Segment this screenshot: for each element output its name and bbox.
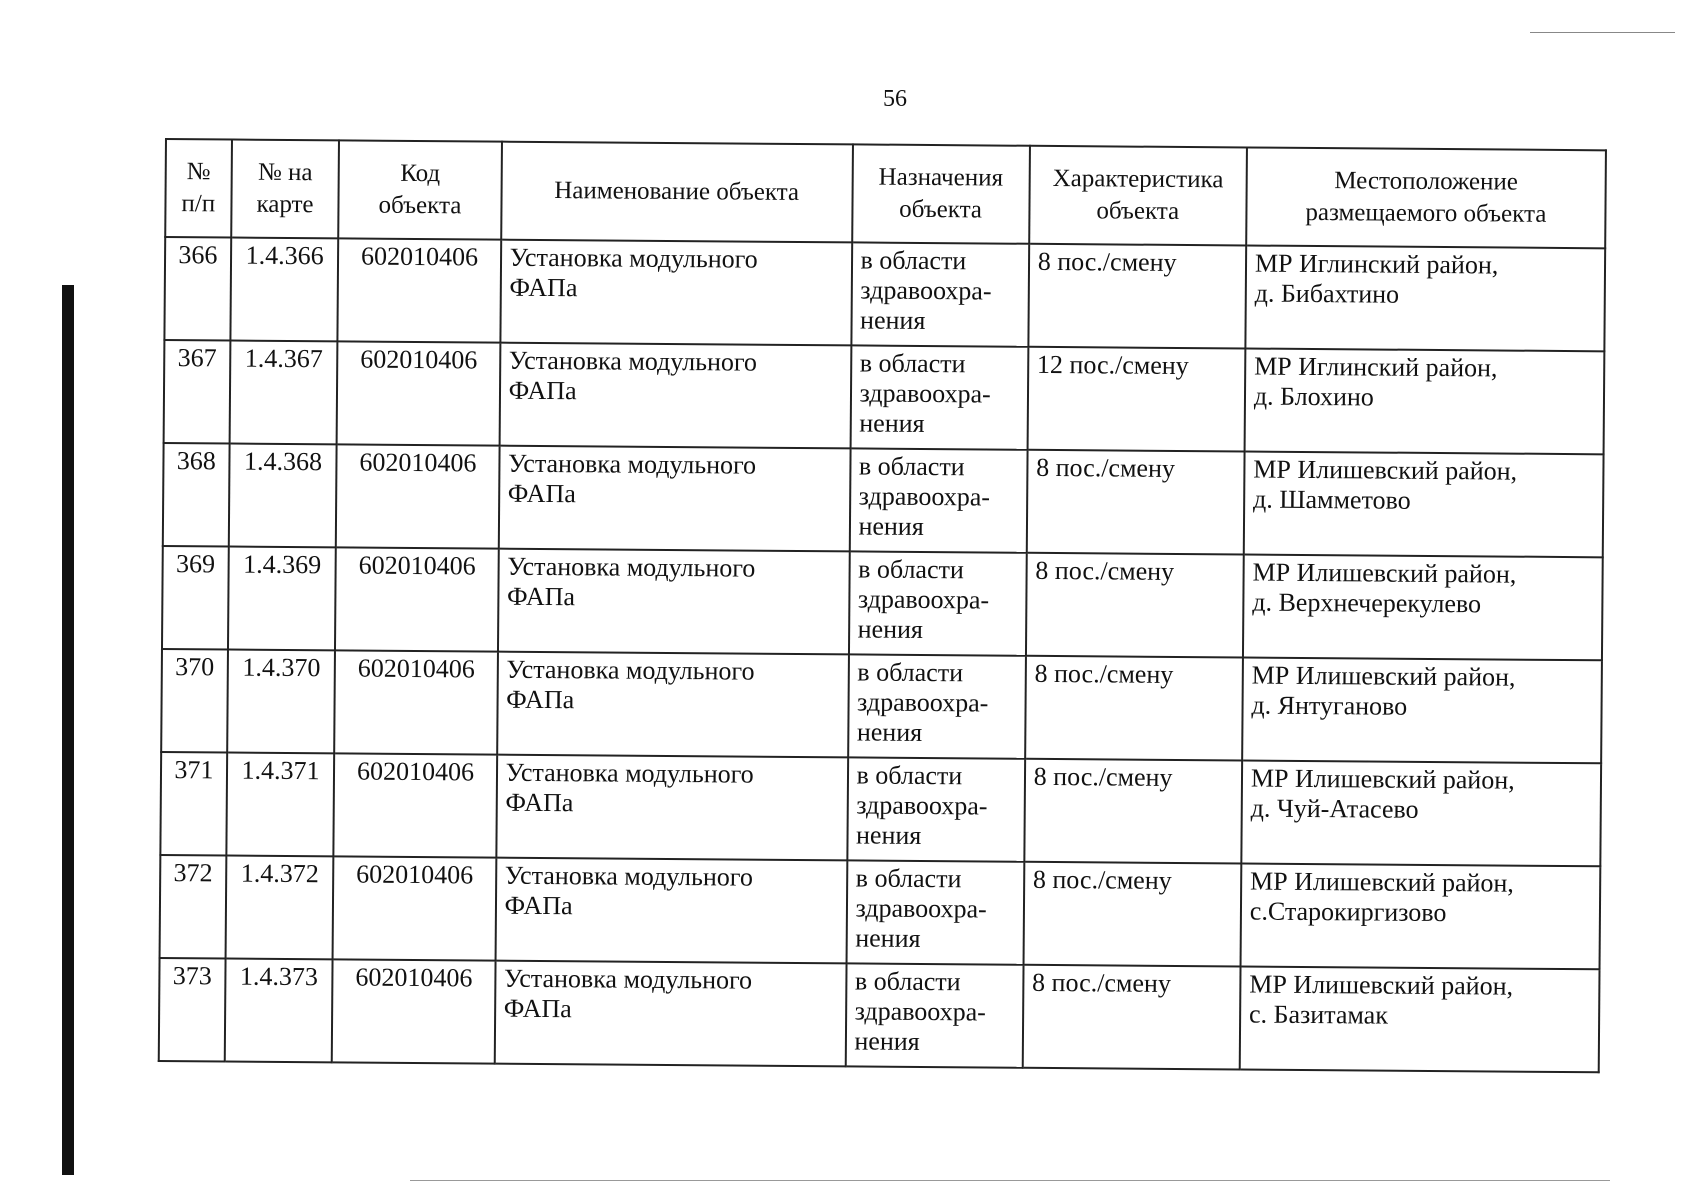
cell-text-line: в области [858,554,964,585]
cell-text-line: здравоохра- [854,996,987,1027]
header-text-line: объекта [378,191,462,220]
header-text-line: № на [257,158,313,187]
cell-map-number: 1.4.370 [227,650,335,754]
cell-text-line: МР Иглинский район, [1254,351,1498,383]
header-text-line: п/п [181,190,216,218]
cell-text-line: в области [857,657,964,688]
cell-object-location [1241,760,1601,866]
header-text-line: объекта [1096,197,1180,225]
cell-map-number: 1.4.373 [224,958,332,1062]
cell-number: 369 [162,546,229,650]
cell-text-line: ФАПа [506,684,575,715]
header-text-line: Местоположение [1334,167,1519,196]
cell-object-code: 602010406 [335,547,498,651]
cell-text-line: в области [859,348,966,379]
cell-text-line: в области [856,760,963,791]
header-text-line: Код [400,159,441,188]
cell-object-purpose [851,242,1029,346]
cell-text-line: Установка модульного [506,654,755,686]
cell-text-line: Установка модульного [503,963,753,995]
header-map-number [231,140,339,239]
cell-object-code: 602010406 [334,753,497,857]
scan-artifact-line [1530,32,1675,33]
page-number: 56 [883,86,907,112]
cell-text-line: здравоохра- [855,893,987,924]
cell-text-line: д. Блохино [1253,381,1374,412]
cell-object-characteristics: 8 пос./смену [1022,965,1240,1070]
cell-text-line: нения [858,511,924,541]
table-body [159,237,1605,1072]
cell-text-line: ФАПа [506,581,576,612]
header-object-name [501,142,853,243]
header-text-line: Характеристика [1052,164,1224,194]
cell-object-code: 602010406 [333,856,496,960]
cell-text-line: в области [858,451,965,482]
cell-object-name [495,858,847,964]
table-row [160,855,1601,969]
cell-object-location [1244,451,1604,557]
cell-object-location [1245,245,1605,351]
cell-number: 370 [161,649,228,753]
cell-text-line: ФАПа [503,993,572,1024]
cell-text-line: Установка модульного [508,345,758,377]
cell-object-characteristics: 12 пос./смену [1027,347,1245,452]
header-text-line: № [186,158,211,186]
header-text-line: размещаемого объекта [1305,198,1547,228]
scan-artifact-line [410,1180,1610,1181]
cell-number: 367 [164,340,231,444]
cell-number: 372 [160,855,227,959]
cell-text-line: Установка модульного [507,448,757,480]
cell-text-line: Установка модульного [504,860,754,892]
cell-object-code: 602010406 [337,341,500,445]
cell-text-line: нения [854,1026,920,1056]
header-text-line: Наименование объекта [554,177,800,206]
cell-text-line: здравоохра- [857,584,990,615]
cell-object-code: 602010406 [335,650,498,754]
cell-text-line: здравоохра- [860,275,992,306]
cell-text-line: здравоохра- [859,378,991,409]
table-row [162,546,1603,660]
cell-text-line: МР Илишевский район, [1249,866,1514,898]
cell-object-name [497,652,849,758]
cell-object-characteristics: 8 пос./смену [1023,862,1241,967]
cell-text-line: Установка модульного [507,551,756,583]
cell-object-purpose [847,757,1025,861]
cell-number: 368 [163,443,230,547]
cell-text-line: ФАПа [509,272,578,303]
table-row [164,237,1605,351]
header-text-line: Назначения [878,163,1004,192]
cell-object-name [500,240,852,346]
cell-text-line: д. Янтуганово [1251,690,1408,721]
cell-object-location [1240,966,1600,1072]
header-object-characteristics [1029,146,1247,246]
cell-text-line: в области [855,863,962,894]
cell-text-line: нения [860,305,926,335]
objects-table [158,138,1607,1073]
cell-object-name [498,549,850,655]
cell-object-purpose [845,963,1023,1067]
cell-number: 373 [159,958,226,1062]
cell-text-line: с.Старокиргизово [1249,896,1447,928]
table-row [164,340,1605,454]
cell-object-characteristics: 8 пос./смену [1025,656,1243,761]
cell-object-name [498,446,850,552]
table-row [163,443,1604,557]
cell-text-line: в области [854,966,961,997]
cell-object-name [499,343,851,449]
cell-map-number: 1.4.367 [229,341,337,445]
cell-text-line: нения [859,408,925,438]
cell-map-number: 1.4.368 [229,444,337,548]
header-text-line: карте [256,190,314,219]
header-number [165,139,232,238]
header-object-code [339,140,502,239]
cell-object-location [1242,657,1602,763]
cell-text-line: МР Илишевский район, [1251,660,1516,692]
cell-object-location [1243,554,1603,660]
cell-map-number: 1.4.372 [225,856,333,960]
cell-text-line: МР Илишевский район, [1252,557,1517,589]
cell-object-code: 602010406 [332,959,495,1063]
cell-map-number: 1.4.366 [230,238,338,342]
cell-text-line: нения [855,923,921,953]
cell-text-line: здравоохра- [858,481,991,512]
cell-text-line: нения [855,820,922,850]
cell-object-purpose [848,551,1026,655]
table-row [160,752,1601,866]
cell-object-characteristics: 8 пос./смену [1028,244,1246,349]
cell-text-line: Установка модульного [505,757,754,789]
cell-text-line: ФАПа [507,478,576,509]
cell-text-line: д. Бибахтино [1254,278,1400,309]
cell-text-line: д. Чуй-Атасево [1250,793,1419,824]
cell-text-line: МР Илишевский район, [1253,454,1518,486]
cell-text-line: нения [857,614,924,644]
cell-text-line: нения [856,717,923,747]
cell-text-line: МР Илишевский район, [1250,763,1515,795]
cell-text-line: здравоохра- [857,687,989,718]
cell-object-name [496,755,848,861]
table-row [161,649,1602,763]
cell-text-line: ФАПа [504,890,573,921]
cell-text-line: здравоохра- [856,790,988,821]
table-header-row [165,139,1606,248]
cell-object-code: 602010406 [338,238,501,342]
cell-object-purpose [849,448,1027,552]
cell-object-characteristics: 8 пос./смену [1024,759,1242,864]
header-text-line: объекта [899,195,983,224]
cell-text-line: с. Базитамак [1248,999,1389,1030]
cell-object-location [1244,348,1604,454]
cell-object-code: 602010406 [336,444,499,548]
cell-text-line: Установка модульного [509,242,758,274]
cell-object-purpose [846,860,1024,964]
table-row [159,958,1600,1072]
cell-number: 371 [160,752,227,856]
cell-text-line: ФАПа [508,375,577,406]
header-object-purpose [852,144,1030,243]
header-object-location [1246,147,1606,248]
cell-object-purpose [850,345,1028,449]
scan-binding-edge [62,285,74,1175]
cell-text-line: д. Шамметово [1252,484,1411,515]
cell-text-line: в области [860,245,967,276]
cell-text-line: МР Илишевский район, [1249,969,1514,1001]
cell-text-line: МР Иглинский район, [1254,248,1499,280]
cell-map-number: 1.4.369 [228,547,336,651]
cell-object-name [494,961,846,1067]
cell-object-purpose [848,654,1026,758]
cell-object-characteristics: 8 пос./смену [1026,553,1244,658]
cell-text-line: ФАПа [505,787,574,818]
cell-map-number: 1.4.371 [226,753,334,857]
cell-number: 366 [164,237,231,341]
cell-object-location [1240,863,1600,969]
cell-text-line: д. Верхнечерекулево [1252,587,1482,619]
cell-object-characteristics: 8 пос./смену [1026,450,1244,555]
